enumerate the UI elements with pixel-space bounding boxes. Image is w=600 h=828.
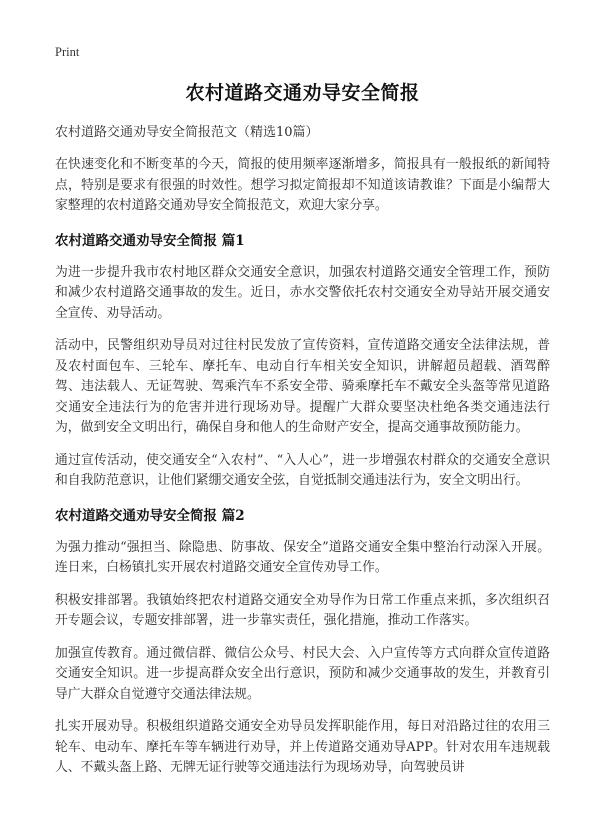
intro-paragraph: 在快速变化和不断变革的今天，简报的使用频率逐渐增多，简报具有一般报纸的新闻特点，特别是要求有很强的时效性。想学习拟定简报却不知道该请教谁？下面是小编帮大家整理的农村道路交通劝导安全简报范文，欢迎大家分享。 bbox=[55, 157, 550, 213]
paragraph: 活动中，民警组织劝导员对过往村民发放了宣传资料，宣传道路交通安全法律法规，普及农村面包车、三轮车、摩托车、电动自行车相关安全知识，讲解超员超载、酒驾醉驾、违法载人、无证驾驶、驾乘汽车不系安全带、骑乘摩托车不戴安全头盔等常见道路交通安全违法行为的危害并进行现场劝导。提醒广大群众要坚决杜绝各类交通违法行为，做到安全文明出行，确保自身和他人的生命财产安全，提高交通事故预防能力。 bbox=[55, 338, 550, 435]
paragraph: 为进一步提升我市农村地区群众交通安全意识，加强农村道路交通安全管理工作，预防和减少农村道路交通事故的发生。近日，赤水交警依托农村交通安全劝导站开展交通安全宣传、劝导活动。 bbox=[55, 264, 550, 321]
paragraph: 加强宣传教育。通过微信群、微信公众号、村民大会、入户宣传等方式向群众宣传道路交通安全知识。进一步提高群众安全出行意识，预防和减少交通事故的发生，并教育引导广大群众自觉遵守交通法律法规。 bbox=[55, 645, 550, 702]
paragraph: 为强力推动“强担当、除隐患、防事故、保安全”道路交通安全集中整治行动深入开展。连日来，白杨镇扎实开展农村道路交通安全宣传劝导工作。 bbox=[55, 539, 550, 575]
section-heading: 农村道路交通劝导安全简报 篇1 bbox=[55, 232, 245, 249]
paragraph: 扎实开展劝导。积极组织道路交通安全劝导员发挥职能作用，每日对沿路过往的农用三轮车、电动车、摩托车等车辆进行劝导，并上传道路交通劝导APP。针对农用车违规载人、不戴头盔上路、无牌无证行驶等交通违法行为现场劝导，向驾驶员讲 bbox=[55, 719, 550, 775]
document-title: 农村道路交通劝导安全简报 bbox=[185, 82, 420, 104]
print-link[interactable]: Print bbox=[55, 45, 80, 59]
document-body bbox=[55, 78, 550, 779]
paragraph: 通过宣传活动，使交通安全“入农村”、“入人心”，进一步增强农村群众的交通安全意识和自我防范意识，让他们紧绷交通安全弦，自觉抵制交通违法行为，安全文明出行。 bbox=[55, 452, 550, 488]
document-subtitle: 农村道路交通劝导安全简报范文（精选10篇） bbox=[55, 125, 319, 140]
paragraph: 积极安排部署。我镇始终把农村道路交通安全劝导作为日常工作重点来抓，多次组织召开专题会议，专题安排部署，进一步靠实责任，强化措施，推动工作落实。 bbox=[55, 592, 550, 628]
section-heading: 农村道路交通劝导安全简报 篇2 bbox=[55, 507, 245, 524]
